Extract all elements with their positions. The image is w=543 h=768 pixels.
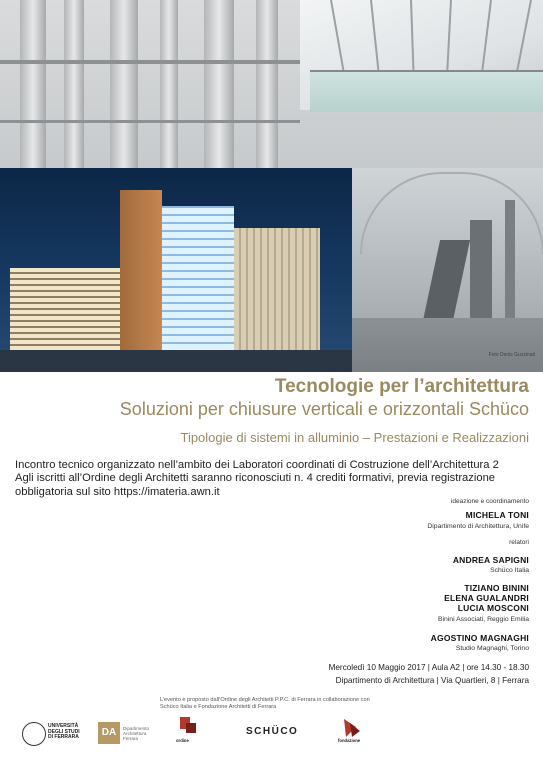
atrium-column xyxy=(20,0,46,170)
atrium-column xyxy=(64,0,84,170)
atrium-beam xyxy=(0,60,300,64)
collaboration-line: Schüco Italia e Fondazione Architetti di Ferrara xyxy=(160,704,277,710)
page-title: Tecnologie per l’architettura xyxy=(274,376,529,397)
intro-line: Incontro tecnico organizzato nell’ambito dei Laboratori coordinati di Costruzione dell’Architettura 2 xyxy=(15,459,499,471)
unife-seal-icon xyxy=(22,722,46,746)
speaker-name: ANDREA SAPIGNI xyxy=(452,555,529,565)
speaker-name: ELENA GUALANDRI xyxy=(444,593,529,603)
speaker-name: AGOSTINO MAGNAGHI xyxy=(430,633,529,643)
event-location: Dipartimento di Architettura | Via Quartieri, 8 | Ferrara xyxy=(335,676,529,685)
coordination-label: ideazione e coordinamento xyxy=(450,498,529,505)
collaboration-note xyxy=(160,697,370,711)
station-floor xyxy=(352,318,543,372)
intro-line: obbligatoria sul sito https://imateria.awn.it xyxy=(15,485,220,498)
photo-credit: Foto Denis Guzzinati xyxy=(488,352,535,358)
intro-line: Agli iscritti all’Ordine degli Architetti saranno riconosciuti n. 4 crediti formativi, previa registrazione xyxy=(15,472,496,485)
event-info xyxy=(329,663,529,689)
page-subtitle: Soluzioni per chiusure verticali e orizzontali Schüco xyxy=(119,399,529,419)
coordinator-affiliation: Dipartimento di Architettura, Unife xyxy=(427,523,529,530)
glass-balcony xyxy=(310,70,543,112)
speaker-name: LUCIA MOSCONI xyxy=(457,603,529,613)
speaker-affiliation: Studio Magnaghi, Torino xyxy=(455,645,529,652)
people-list xyxy=(269,498,529,652)
header-photo-collage xyxy=(0,0,543,372)
atrium-column xyxy=(160,0,178,170)
event-datetime: Mercoledì 10 Maggio 2017 | Aula A2 | ore 14.30 - 18.30 xyxy=(328,663,529,672)
page-subsubtitle: Tipologie di sistemi in alluminio – Prestazioni e Realizzazioni xyxy=(180,430,529,445)
atrium-beam xyxy=(0,120,300,123)
unife-logo-text: UNIVERSITÀ DEGLI STUDI DI FERRARA xyxy=(48,723,80,741)
atrium-column xyxy=(110,0,138,170)
intro-text xyxy=(15,459,535,499)
atrium-column xyxy=(204,0,234,170)
ordine-logo-text: ordine xyxy=(176,738,189,743)
collaboration-line: L’evento è proposto dall’Ordine degli Architetti P.P.C. di Ferrara in collaborazione con xyxy=(160,697,370,703)
da-logo-mark: DA xyxy=(98,722,120,744)
fondazione-logo-text: fondazione xyxy=(338,738,361,743)
coordinator-name: MICHELA TONI xyxy=(465,510,529,520)
schuco-logo: SCHÜCO xyxy=(246,726,299,737)
speaker-name: TIZIANO BININI xyxy=(464,583,529,593)
atrium-column xyxy=(256,0,278,170)
da-logo-text: Dipartimento Architettura Ferrara xyxy=(123,726,150,741)
speaker-affiliation: Schüco Italia xyxy=(490,567,529,574)
speakers-label: relatori xyxy=(509,539,529,546)
speaker-affiliation: Binini Associati, Reggio Emilia xyxy=(437,616,529,623)
building-photo xyxy=(0,168,352,372)
